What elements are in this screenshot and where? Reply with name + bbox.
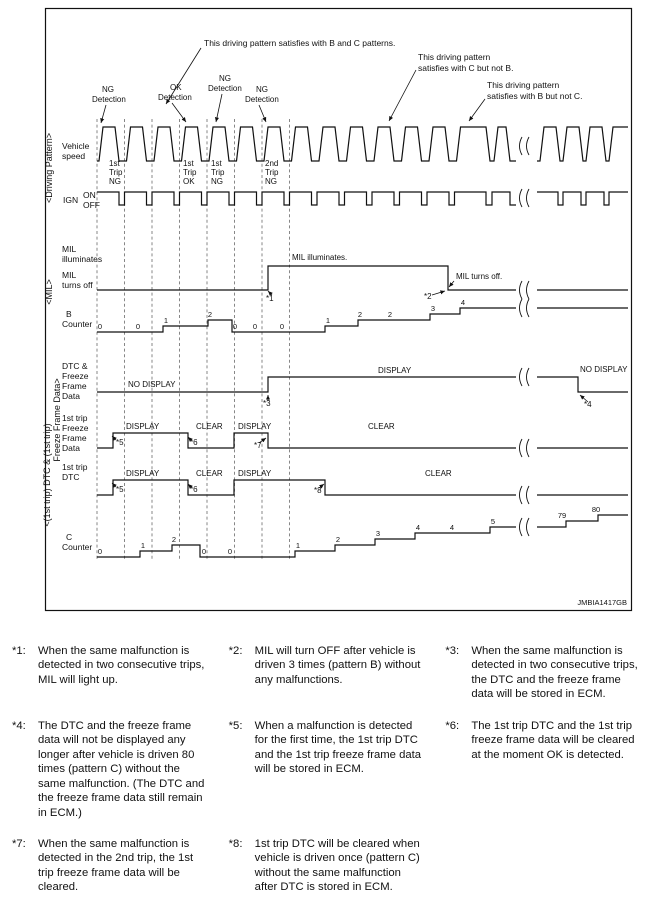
ref-2: *2 bbox=[424, 292, 432, 301]
section-trip-dtc-line2: Freeze Frame Data> bbox=[52, 378, 62, 462]
b-counter-value: 0 bbox=[232, 322, 238, 331]
row-trip-ff: 1st trip bbox=[62, 413, 88, 423]
row-dtc-ff: Data bbox=[62, 391, 80, 401]
ref-4: *4 bbox=[584, 400, 592, 409]
c-counter-value: 2 bbox=[335, 535, 341, 544]
trip-label-2: Trip bbox=[183, 168, 197, 177]
trip-label-4: 2nd bbox=[265, 159, 279, 168]
footnote-text: When the same malfunction is detected in the 2nd trip, the 1st trip freeze frame data will be cleared. bbox=[38, 837, 194, 894]
trip-label-2: 1st bbox=[183, 159, 194, 168]
row-ign-off: OFF bbox=[83, 200, 100, 210]
ref-8-dtc: *8 bbox=[314, 486, 322, 495]
callout-c-not-b: satisfies with C but not B. bbox=[418, 63, 514, 73]
footnote-ref: *1: bbox=[12, 645, 26, 657]
footnote-text: When the same malfunction is detected in two consecutive trips, the DTC and the freeze frame data will be stored in ECM. bbox=[471, 645, 638, 701]
callout-b-not-c-leader bbox=[469, 99, 485, 121]
row-b-counter: Counter bbox=[62, 319, 93, 329]
section-mil: <MIL> bbox=[44, 279, 54, 305]
row-trip-dtc: 1st trip bbox=[62, 462, 88, 472]
detection-ng-1-arrow bbox=[101, 105, 106, 123]
trip-label-1: Trip bbox=[109, 168, 123, 177]
mil-turns-off-label: MIL turns off. bbox=[456, 272, 503, 281]
c-counter-value: 80 bbox=[591, 505, 601, 514]
dtc-no-display-label: NO DISPLAY bbox=[580, 365, 628, 374]
callout-c-not-b-leader bbox=[389, 70, 416, 121]
dtc-ff-waveform bbox=[97, 377, 628, 392]
callout-c-not-b: This driving pattern bbox=[418, 52, 491, 62]
c-counter-value: 0 bbox=[201, 547, 207, 556]
row-vehicle-speed: Vehicle bbox=[62, 141, 90, 151]
b-counter-waveform bbox=[97, 308, 628, 332]
time-break-marks bbox=[520, 137, 530, 536]
footnote-3 bbox=[445, 644, 642, 702]
b-counter-value: 2 bbox=[207, 310, 213, 319]
footnote-ref: *6: bbox=[445, 719, 460, 732]
trip-label-4: NG bbox=[265, 177, 277, 186]
detection-labels bbox=[92, 74, 279, 123]
c-counter-value: 0 bbox=[227, 547, 233, 556]
ref-3: *3 bbox=[263, 399, 271, 408]
row-trip-ff: Frame bbox=[62, 433, 87, 443]
trip-label-3: 1st bbox=[211, 159, 222, 168]
c-counter-values bbox=[98, 505, 600, 556]
ff-clear-label: CLEAR bbox=[368, 422, 395, 431]
ff-display-label: DISPLAY bbox=[126, 422, 160, 431]
figure-code: JMBIA1417GB bbox=[577, 598, 627, 607]
trip-label-1: NG bbox=[109, 177, 121, 186]
footnote-5 bbox=[229, 719, 426, 820]
row-b-counter: B bbox=[66, 309, 72, 319]
dtc-no-display-label: NO DISPLAY bbox=[128, 380, 176, 389]
row-dtc-ff: DTC & bbox=[62, 361, 88, 371]
detection-ok: Detection bbox=[158, 93, 192, 102]
row-ign-on: ON bbox=[83, 190, 96, 200]
trip-label-2: OK bbox=[183, 177, 195, 186]
detection-ng-1: NG bbox=[102, 85, 114, 94]
row-mil-illuminates: MIL bbox=[62, 244, 77, 254]
row-mil-turns-off: MIL bbox=[62, 270, 77, 280]
trip-label-3: Trip bbox=[211, 168, 225, 177]
trip-label-4: Trip bbox=[265, 168, 279, 177]
detection-ng-2: Detection bbox=[208, 84, 242, 93]
b-counter-values bbox=[98, 298, 465, 331]
ref-markers bbox=[112, 291, 592, 495]
b-counter-value: 0 bbox=[252, 322, 258, 331]
trip-ff-waveform bbox=[97, 433, 628, 448]
c-counter-value: 4 bbox=[415, 523, 421, 532]
detection-ng-1: Detection bbox=[92, 95, 126, 104]
c-counter-value: 1 bbox=[140, 541, 146, 550]
c-counter-value: 4 bbox=[449, 523, 455, 532]
b-counter-value: 3 bbox=[430, 304, 436, 313]
callout-b-not-c: satisfies with B but not C. bbox=[487, 91, 583, 101]
ff-clear-label: CLEAR bbox=[196, 422, 223, 431]
b-counter-value: 1 bbox=[163, 316, 169, 325]
row-mil-illuminates: illuminates bbox=[62, 254, 103, 264]
b-counter-value: 0 bbox=[97, 322, 103, 331]
ign-waveform bbox=[97, 192, 628, 205]
footnote-2 bbox=[229, 644, 426, 702]
trip-labels bbox=[109, 159, 279, 186]
b-counter-value: 2 bbox=[357, 310, 363, 319]
c-counter-value: 3 bbox=[375, 529, 381, 538]
footnote-7 bbox=[12, 837, 209, 895]
mil-waveform bbox=[97, 266, 628, 290]
c-counter-value: 5 bbox=[490, 517, 496, 526]
footnote-8 bbox=[229, 837, 426, 895]
b-counter-value: 0 bbox=[279, 322, 285, 331]
trip-label-1: 1st bbox=[109, 159, 120, 168]
detection-ng-3: NG bbox=[256, 85, 268, 94]
state-labels bbox=[126, 253, 628, 478]
footnotes bbox=[0, 618, 654, 913]
b-counter-value: 4 bbox=[460, 298, 466, 307]
footnote-ref: *3: bbox=[445, 645, 460, 657]
b-counter-value: 1 bbox=[325, 316, 331, 325]
footnote-1 bbox=[12, 644, 209, 702]
t1dtc-clear-label: CLEAR bbox=[425, 469, 452, 478]
footnote-text: When a malfunction is detected for the first time, the 1st trip DTC and the 1st trip freeze frame data will be stored in ECM. bbox=[254, 719, 422, 776]
detection-ng-3-arrow bbox=[259, 105, 266, 122]
row-vehicle-speed: speed bbox=[62, 151, 86, 161]
row-trip-dtc: DTC bbox=[62, 472, 80, 482]
ref-1: *1 bbox=[266, 294, 274, 303]
ref-6-dtc: *6 bbox=[190, 485, 198, 494]
c-counter-value: 2 bbox=[171, 535, 177, 544]
row-trip-ff: Freeze bbox=[62, 423, 89, 433]
detection-ok: OK bbox=[170, 83, 182, 92]
footnote-text: MIL will turn OFF after vehicle is driven 3 times (pattern B) without any malfunctions. bbox=[254, 645, 421, 686]
footnote-text: 1st trip DTC will be cleared when vehicle is driven once (pattern C) without the same malfunction after DTC is stored in ECM. bbox=[254, 837, 420, 894]
callout-b-and-c: This driving pattern satisfies with B and C patterns. bbox=[204, 38, 396, 48]
footnote-6 bbox=[445, 719, 642, 820]
detection-ng-2: NG bbox=[219, 74, 231, 83]
ff-display-label: DISPLAY bbox=[238, 422, 272, 431]
footnote-ref: *5: bbox=[228, 719, 243, 732]
row-c-counter: C bbox=[66, 532, 73, 542]
detection-ng-2-arrow bbox=[216, 94, 222, 122]
row-dtc-ff: Frame bbox=[62, 381, 87, 391]
footnote-text: When the same malfunction is detected in two consecutive trips, MIL will light up. bbox=[38, 645, 205, 686]
vehicle-speed-waveform bbox=[97, 127, 628, 161]
row-mil-turns-off: turns off bbox=[62, 280, 93, 290]
ref-6-ff: *6 bbox=[190, 438, 198, 447]
mil-illuminates-label: MIL illuminates. bbox=[292, 253, 348, 262]
c-counter-value: 79 bbox=[557, 511, 567, 520]
b-counter-value: 2 bbox=[387, 310, 393, 319]
b-counter-value: 0 bbox=[135, 322, 141, 331]
footnote-ref: *7: bbox=[12, 837, 26, 850]
t1dtc-clear-label: CLEAR bbox=[196, 469, 223, 478]
c-counter-waveform bbox=[97, 515, 628, 557]
section-driving-pattern: <Driving Pattern> bbox=[44, 132, 54, 204]
footnote-4 bbox=[12, 719, 209, 820]
dtc-display-label: DISPLAY bbox=[378, 366, 412, 375]
footnote-ref: *2: bbox=[228, 645, 243, 657]
trip-dtc-waveform bbox=[97, 480, 628, 495]
row-ign: IGN bbox=[63, 195, 79, 205]
c-counter-value: 0 bbox=[97, 547, 103, 556]
ref-2-arrow bbox=[432, 291, 445, 295]
footnote-text: The 1st trip DTC and the 1st trip freeze frame data will be cleared at the moment OK is detected. bbox=[471, 719, 635, 761]
mil-turns-off-arrow bbox=[449, 281, 454, 287]
row-trip-ff: Data bbox=[62, 443, 80, 453]
ref-7-ff: *7 bbox=[254, 441, 262, 450]
row-c-counter: Counter bbox=[62, 542, 93, 552]
footnote-text: The DTC and the freeze frame data will not be displayed any longer after vehicle is driven 80 times (pattern C) without the same malfunction. (The DTC and the freeze frame data still remain in ECM.) bbox=[38, 719, 205, 819]
t1dtc-display-label: DISPLAY bbox=[238, 469, 272, 478]
trip-label-3: NG bbox=[211, 177, 223, 186]
ref-5-ff: *5 bbox=[116, 438, 124, 447]
row-labels bbox=[62, 141, 102, 552]
row-dtc-ff: Freeze bbox=[62, 371, 89, 381]
detection-ng-3: Detection bbox=[245, 95, 279, 104]
footnote-ref: *4: bbox=[12, 719, 26, 732]
t1dtc-display-label: DISPLAY bbox=[126, 469, 160, 478]
c-counter-value: 1 bbox=[295, 541, 301, 550]
footnote-ref: *8: bbox=[228, 837, 243, 850]
callout-b-not-c: This driving pattern bbox=[487, 80, 560, 90]
ref-5-dtc: *5 bbox=[116, 485, 124, 494]
section-trip-dtc-line1: <(1st trip) DTC & (1st trip) bbox=[42, 423, 52, 527]
detection-ok-arrow bbox=[172, 103, 186, 122]
